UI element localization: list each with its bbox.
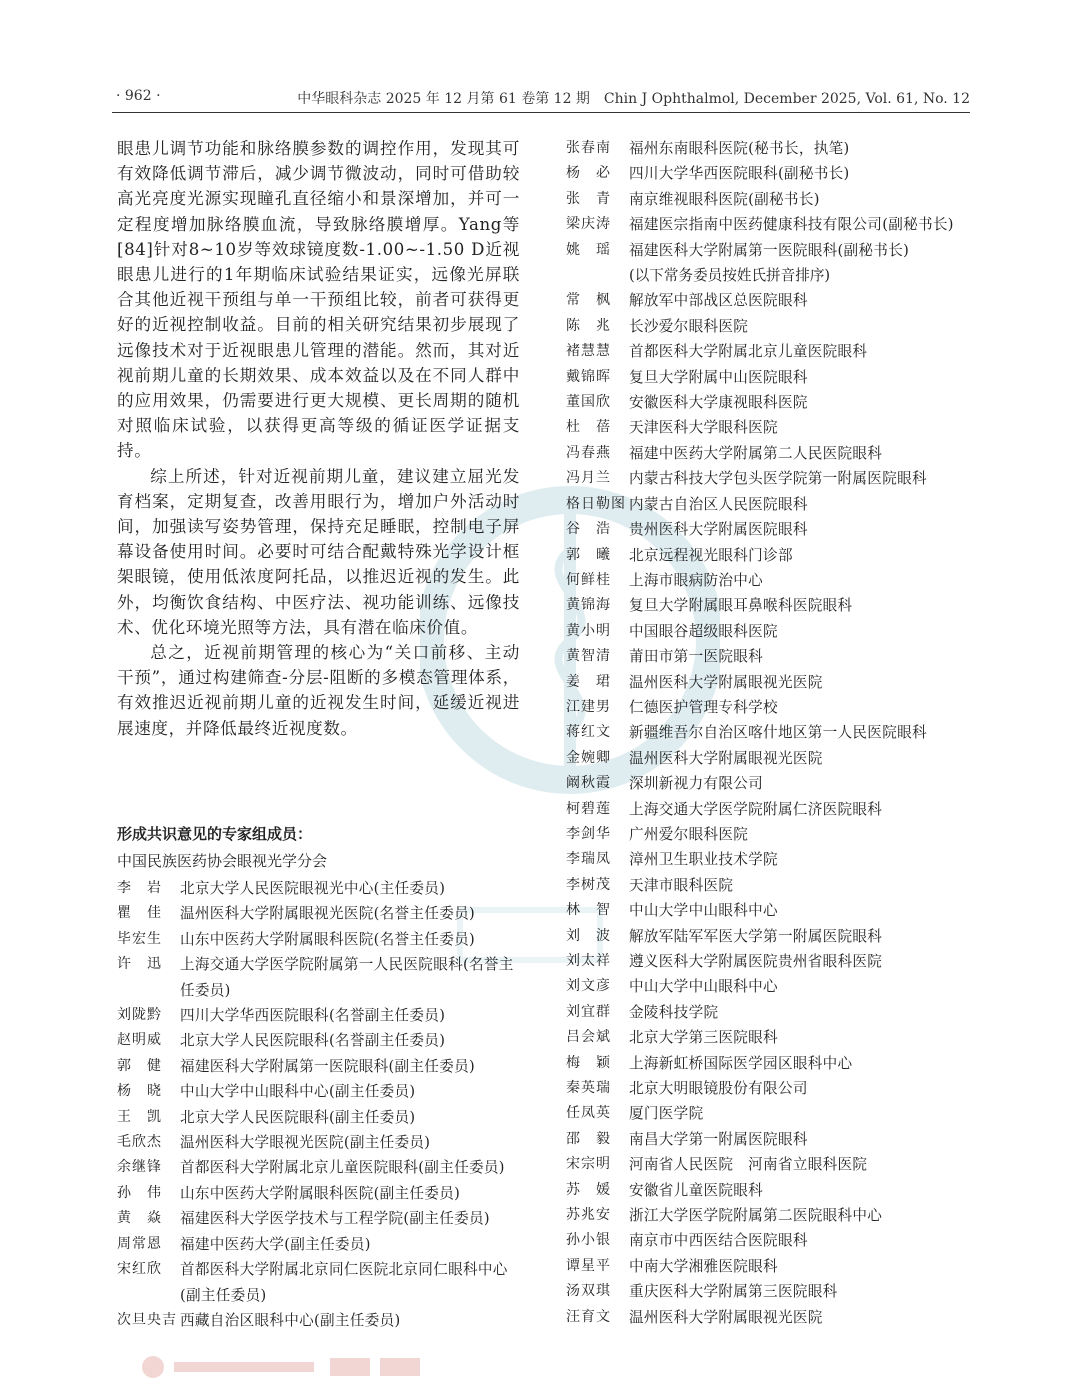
paragraph-summary: 综上所述，针对近视前期儿童，建议建立屈光发育档案，定期复查，改善用眼行为，增加户外活动时间，加强读写姿势管理，保持充足睡眠，控制电子屏幕设备使用时间。必要时可结合配戴特殊光学设计框架眼镜，使用低浓度阿托品，以推迟近视的发生。此外，均衡饮食结构、中医疗法、视功能训练、远像技术、优化环境光照等方法，具有潜在临床价值。 (117, 466, 520, 637)
member-affiliation: 温州医科大学眼视光医院(副主任委员) (180, 1134, 431, 1152)
member-name: 张春南 (566, 140, 611, 156)
paragraph-conclusion: 总之，近视前期管理的核心为“关口前移、主动干预”，通过构建筛查-分层-阻断的多模态管理体系，有效推迟近视前期儿童的近视发生时间，延缓近视进展速度，并降低最终近视度数。 (117, 643, 520, 738)
member-name: 梁庆涛 (566, 216, 611, 233)
member-affiliation: 浙江大学医学院附属第二医院眼科中心 (629, 1207, 883, 1225)
member-row (566, 695, 970, 720)
member-row (566, 898, 970, 923)
member-name: 杨 必 (566, 165, 611, 182)
paragraph-remote-imaging: 眼患儿调节功能和脉络膜参数的调控作用，发现其可有效降低调节滞后，减少调节微波动，同时可借助较高光亮度光源实现瞳孔直径缩小和景深增加，并可一定程度增加脉络膜血流，导致脉络膜增厚。Yang等[84]针对8~10岁等效球镜度数-1.00~-1.50 D近视眼患儿进行的1年期临床试验结果证实，远像光屏联合其他近视干预组与单一干预组比较，前者可获得更好的近视控制收益。目前的相关研究结果初步展现了远像技术对于近视眼患儿管理的潜能。然而，其对近视前期儿童的长期效果、成本效益以及在不同人群中的应用效果，仍需要进行更大规模、更长周期的随机对照临床试验，以获得更高等级的循证医学证据支持。 (117, 139, 520, 461)
member-row (566, 822, 970, 847)
page-header (112, 84, 970, 113)
member-affiliation: 温州医科大学附属眼视光医院(名誉主任委员) (180, 905, 475, 923)
member-row (117, 1308, 520, 1333)
member-name: 姜 珺 (566, 673, 611, 690)
member-row (566, 161, 970, 186)
member-name: 许 迅 (117, 956, 162, 973)
member-affiliation: 中山大学中山眼科中心 (629, 978, 778, 996)
association-name: 中国民族医药协会眼视光学分会 (117, 852, 328, 870)
member-name: 林 智 (566, 902, 611, 919)
member-name: 黄小明 (566, 622, 611, 639)
member-row (117, 876, 520, 901)
members-title: 形成共识意见的专家组成员： (117, 825, 313, 843)
member-affiliation: 中国眼谷超级眼科医院 (629, 622, 778, 640)
member-row (566, 136, 970, 161)
member-affiliation: 新疆维吾尔自治区喀什地区第一人民医院眼科 (629, 724, 927, 742)
member-affiliation: 遵义医科大学附属医院贵州省眼科医院 (629, 953, 883, 970)
member-row (566, 441, 970, 466)
member-row (566, 1101, 970, 1126)
member-affiliation: 首都医科大学附属北京同仁医院北京同仁眼科中心(副主任委员) (180, 1261, 508, 1304)
member-name: 王 凯 (117, 1108, 162, 1125)
member-name: 邵 毅 (566, 1130, 611, 1147)
member-affiliation: 北京大学人民医院眼科(副主任委员) (180, 1108, 416, 1126)
member-name: 阚秋霞 (566, 775, 611, 792)
member-name: 汪育文 (566, 1308, 611, 1325)
member-affiliation: 福建医科大学医学技术与工程学院(副主任委员) (180, 1210, 490, 1228)
page-number: · 962 · (116, 88, 161, 104)
member-row (566, 593, 970, 618)
member-row (566, 390, 970, 415)
member-row (566, 466, 970, 491)
member-row (566, 924, 970, 949)
member-name: 梅 颖 (566, 1054, 611, 1071)
member-affiliation: 福建医科大学附属第一医院眼科(副主任委员) (180, 1057, 475, 1075)
publisher-logo-icon (140, 1354, 480, 1380)
member-row (566, 974, 970, 999)
member-affiliation: 上海新虹桥国际医学园区眼科中心 (629, 1054, 853, 1072)
member-row (117, 1155, 520, 1180)
member-name: 李树茂 (566, 876, 611, 893)
member-name: 毛欣杰 (117, 1134, 162, 1151)
member-affiliation: 福州东南眼科医院(秘书长，执笔) (629, 140, 850, 157)
member-name: 任凤英 (566, 1105, 611, 1122)
member-name: 刘 波 (566, 927, 611, 944)
member-row (117, 1232, 520, 1257)
member-name: 谭星平 (566, 1257, 611, 1274)
member-affiliation: 四川大学华西医院眼科(副秘书长) (629, 165, 850, 183)
member-row (566, 797, 970, 822)
member-affiliation: 温州医科大学附属眼视光医院 (629, 1308, 823, 1326)
member-row (117, 927, 520, 952)
member-row (566, 1305, 970, 1330)
member-affiliation: 内蒙古科技大学包头医学院第一附属医院眼科 (629, 470, 927, 488)
member-name: 格日勒图 (566, 495, 626, 512)
member-name: 冯春燕 (566, 444, 611, 461)
member-affiliation: 南京维视眼科医院(副秘书长) (629, 190, 820, 208)
member-name: 余继锋 (117, 1159, 162, 1176)
member-list-left (117, 876, 520, 1333)
member-name: 李 岩 (117, 880, 162, 896)
member-row (566, 288, 970, 313)
member-affiliation: 解放军陆军军医大学第一附属医院眼科 (629, 927, 883, 945)
member-row (117, 1079, 520, 1104)
member-affiliation: 福建医宗指南中医药健康科技有限公司(副秘书长) (629, 216, 954, 234)
member-row (117, 1130, 520, 1155)
list-note: (以下常务委员按姓氏拼音排序) (629, 267, 831, 285)
member-row (566, 873, 970, 898)
member-affiliation: 内蒙古自治区人民医院眼科 (629, 495, 808, 513)
member-name: 金婉卿 (566, 749, 611, 766)
member-affiliation: 厦门医学院 (629, 1105, 704, 1123)
member-row (566, 1203, 970, 1228)
member-affiliation: 北京大学第三医院眼科 (629, 1029, 778, 1047)
member-name: 次旦央吉 (117, 1311, 177, 1328)
member-name: 孙小银 (566, 1232, 611, 1249)
member-affiliation: 安徽省儿童医院眼科 (629, 1181, 764, 1199)
member-row (117, 1003, 520, 1028)
member-name: 郭 曦 (566, 546, 611, 563)
member-name: 苏兆安 (566, 1207, 611, 1224)
member-name: 李瑞凤 (566, 851, 611, 868)
member-affiliation: 南昌大学第一附属医院眼科 (629, 1130, 808, 1148)
member-affiliation: 福建中医药大学附属第二人民医院眼科 (629, 444, 883, 462)
member-row (117, 1206, 520, 1231)
member-name: 刘文彦 (566, 978, 611, 995)
member-row (566, 847, 970, 872)
member-affiliation: 漳州卫生职业技术学院 (629, 851, 778, 869)
member-row (566, 1152, 970, 1177)
member-name: 张 青 (566, 190, 611, 207)
member-affiliation: 山东中医药大学附属眼科医院(副主任委员) (180, 1184, 461, 1202)
member-name: 吕会斌 (566, 1029, 611, 1046)
member-row (566, 1228, 970, 1253)
member-name: 江建男 (566, 698, 611, 715)
member-row (117, 1257, 520, 1308)
member-row (566, 1025, 970, 1050)
member-affiliation: 中山大学中山眼科中心 (629, 902, 778, 920)
member-affiliation: 深圳新视力有限公司 (629, 775, 764, 793)
member-name: 董国欣 (566, 394, 611, 411)
member-row (566, 771, 970, 796)
member-affiliation: 长沙爱尔眼科医院 (629, 317, 749, 335)
member-name: 柯碧莲 (566, 800, 611, 817)
member-row (566, 1254, 970, 1279)
member-name: 刘太祥 (566, 953, 611, 969)
member-row (117, 1054, 520, 1079)
member-affiliation: 上海交通大学医学院附属仁济医院眼科 (629, 800, 883, 818)
member-name: 姚 瑶 (566, 241, 611, 258)
member-row (566, 1127, 970, 1152)
member-affiliation: 上海交通大学医学院附属第一人民医院眼科(名誉主任委员) (180, 956, 514, 999)
member-row (566, 238, 970, 263)
member-affiliation: 福建中医药大学(副主任委员) (180, 1235, 371, 1253)
member-row (566, 517, 970, 542)
member-affiliation: 天津医科大学眼科医院 (629, 419, 778, 437)
member-name: 苏 媛 (566, 1181, 611, 1198)
member-row (566, 415, 970, 440)
member-name: 刘宜群 (566, 1003, 611, 1020)
member-row (566, 720, 970, 745)
member-name: 毕宏生 (117, 930, 162, 947)
member-affiliation: 北京大明眼镜股份有限公司 (629, 1080, 808, 1098)
member-affiliation: 中南大学湘雅医院眼科 (629, 1257, 778, 1275)
member-row (566, 568, 970, 593)
member-name: 宋宗明 (566, 1156, 611, 1173)
member-affiliation: 上海市眼病防治中心 (629, 571, 764, 589)
member-name: 谷 浩 (566, 521, 611, 538)
member-row (117, 1181, 520, 1206)
member-affiliation: 福建医科大学附属第一医院眼科(副秘书长) (629, 241, 910, 259)
member-affiliation: 安徽医科大学康视眼科医院 (629, 394, 808, 412)
member-row (566, 339, 970, 364)
member-row (117, 952, 520, 1003)
member-row (566, 187, 970, 212)
member-affiliation: 首都医科大学附属北京儿童医院眼科 (629, 343, 868, 361)
member-row (566, 619, 970, 644)
member-affiliation: 北京大学人民医院眼视光中心(主任委员) (180, 880, 446, 897)
member-name: 汤双琪 (566, 1283, 611, 1300)
member-affiliation: 复旦大学附属中山医院眼科 (629, 368, 808, 386)
member-affiliation: 贵州医科大学附属医院眼科 (629, 521, 808, 539)
member-affiliation: 解放军中部战区总医院眼科 (629, 292, 808, 310)
member-affiliation: 北京大学人民医院眼科(名誉副主任委员) (180, 1032, 446, 1050)
member-row (117, 901, 520, 926)
member-row (117, 1105, 520, 1130)
member-name: 宋红欣 (117, 1261, 162, 1278)
member-name: 李剑华 (566, 825, 611, 842)
member-name: 黄 焱 (117, 1210, 162, 1227)
member-name: 秦英瑞 (566, 1080, 611, 1097)
member-list-right (566, 136, 970, 1330)
member-name: 陈 兆 (566, 317, 611, 334)
member-affiliation: 北京远程视光眼科门诊部 (629, 546, 793, 564)
member-name: 赵明威 (117, 1032, 162, 1049)
member-affiliation: 南京市中西医结合医院眼科 (629, 1232, 808, 1250)
member-name: 周常恩 (117, 1235, 162, 1252)
member-affiliation: 复旦大学附属眼耳鼻喉科医院眼科 (629, 597, 853, 615)
member-row (566, 212, 970, 237)
member-name: 黄智清 (566, 648, 611, 665)
member-row (566, 543, 970, 568)
member-affiliation: 首都医科大学附属北京儿童医院眼科(副主任委员) (180, 1159, 505, 1177)
member-affiliation: 温州医科大学附属眼视光医院 (629, 673, 823, 691)
member-row (566, 1051, 970, 1076)
member-name: 褚慧慧 (566, 343, 611, 360)
member-row (566, 365, 970, 390)
member-affiliation: 莆田市第一医院眼科 (629, 648, 764, 666)
member-row (566, 1000, 970, 1025)
member-name: 刘陇黔 (117, 1007, 162, 1024)
member-name: 杨 晓 (117, 1083, 162, 1100)
member-row (566, 314, 970, 339)
member-name: 冯月兰 (566, 470, 611, 487)
member-row (566, 949, 970, 974)
member-name: 蒋红文 (566, 724, 611, 741)
member-name: 常 枫 (566, 292, 611, 309)
member-row (566, 670, 970, 695)
member-affiliation: 广州爱尔眼科医院 (629, 825, 749, 843)
member-affiliation: 重庆医科大学附属第三医院眼科 (629, 1283, 838, 1301)
member-affiliation: 山东中医药大学附属眼科医院(名誉主任委员) (180, 930, 475, 948)
member-row (566, 644, 970, 669)
member-name: 郭 健 (117, 1057, 162, 1074)
member-affiliation: 河南省人民医院 河南省立眼科医院 (629, 1156, 868, 1174)
member-name: 黄锦海 (566, 597, 611, 614)
member-name: 杜 蓓 (566, 419, 611, 436)
member-name: 瞿 佳 (117, 905, 162, 922)
member-affiliation: 中山大学中山眼科中心(副主任委员) (180, 1083, 416, 1101)
member-affiliation: 天津市眼科医院 (629, 876, 734, 894)
member-affiliation: 西藏自治区眼科中心(副主任委员) (180, 1311, 401, 1329)
member-row (566, 1178, 970, 1203)
member-affiliation: 四川大学华西医院眼科(名誉副主任委员) (180, 1007, 446, 1025)
member-row (117, 1028, 520, 1053)
member-row (566, 746, 970, 771)
member-name: 何鲜桂 (566, 571, 611, 588)
member-name: 孙 伟 (117, 1184, 162, 1201)
member-row (566, 1279, 970, 1304)
body-text (117, 136, 520, 741)
journal-citation: 中华眼科杂志 2025 年 12 月第 61 卷第 12 期 Chin J Ophthalmol, December 2025, Vol. 61, No. 12 (297, 91, 970, 107)
member-affiliation: 温州医科大学附属眼视光医院 (629, 749, 823, 767)
member-affiliation: 仁德医护管理专科学校 (629, 698, 778, 716)
member-row (566, 492, 970, 517)
member-row (566, 1076, 970, 1101)
member-name: 戴锦晖 (566, 368, 611, 385)
member-affiliation: 金陵科技学院 (629, 1003, 719, 1021)
